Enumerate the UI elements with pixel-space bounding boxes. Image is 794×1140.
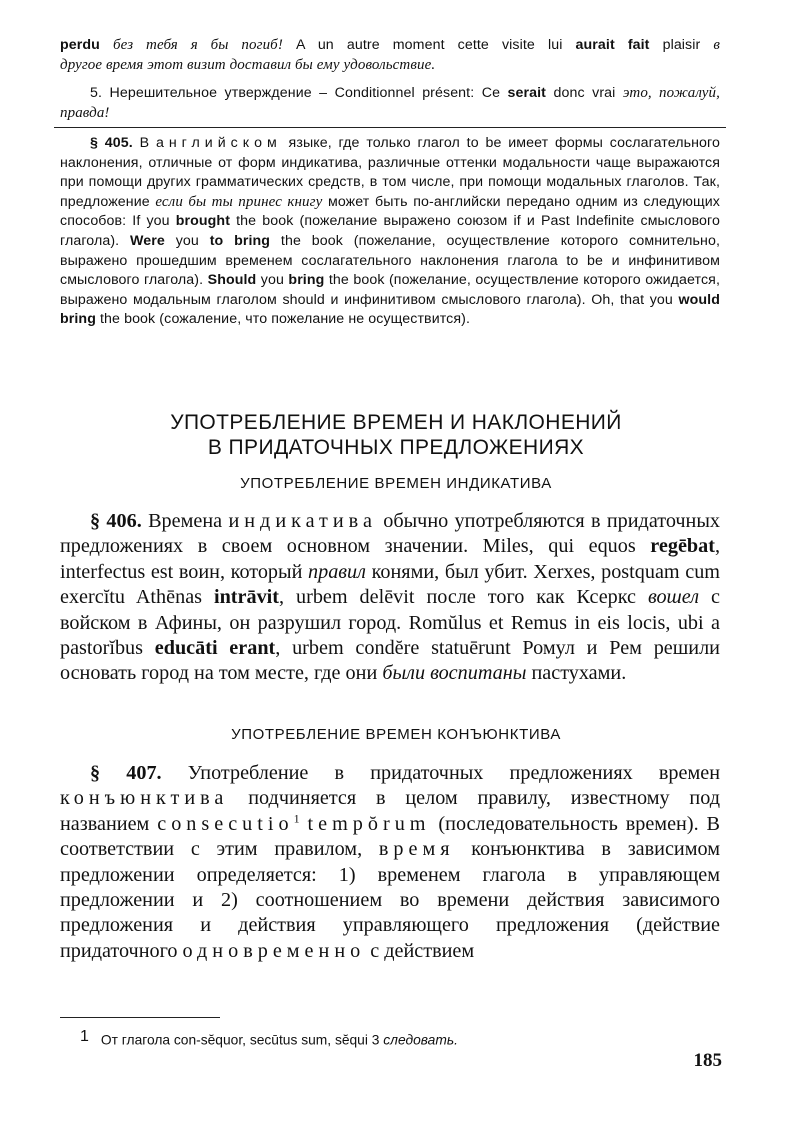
footnote <box>80 1026 692 1050</box>
footnote-ref: 1 <box>293 811 300 826</box>
text-run: Времена <box>141 510 229 532</box>
text-run <box>300 813 308 835</box>
italic-run: правил <box>308 560 366 583</box>
paragraph-top-continuation <box>60 36 720 75</box>
italic-run: другое время этот визит доставил бы ему удовольствие. <box>60 56 436 73</box>
italic-run: если бы ты принес книгу <box>155 193 323 210</box>
bold-run: educāti erant <box>154 637 276 660</box>
section-heading-main-line-2: В ПРИДАТОЧНЫХ ПРЕДЛОЖЕНИЯХ <box>207 436 585 459</box>
text-run: donc vrai <box>546 85 623 101</box>
text-run: с действием <box>365 939 475 962</box>
text-run: с войском в Афины, он разрушил город. Romŭlus et Remus in eis locis, ubi a pastorĭbus <box>60 586 720 660</box>
bold-run: § 405. <box>90 135 133 151</box>
text-run: подчиняется в целом правилу, известному под названием <box>60 787 720 835</box>
text-run: you <box>256 272 289 289</box>
spaced-run: английском <box>155 135 282 151</box>
bold-run: Were <box>130 232 165 249</box>
text-run: От глагола con-sĕquor, secūtus sum, sĕqui 3 <box>100 1032 384 1048</box>
bold-run: regēbat <box>650 535 715 558</box>
section-heading-main <box>60 410 732 460</box>
bold-run: brought <box>175 213 231 230</box>
spaced-run: индикатива <box>228 510 377 532</box>
footnote-rule <box>60 1017 220 1018</box>
text-run: the book (сожаление, что пожелание не осуществится). <box>95 311 471 328</box>
italic-run: были воспитаны <box>382 662 527 685</box>
section-heading-main-line-1: УПОТРЕБЛЕНИЕ ВРЕМЕН И НАКЛОНЕНИЙ <box>170 411 622 434</box>
text-run: может быть по-английски передано одним из следующих способов: If you <box>60 193 720 230</box>
text-run: конями, был убит. Xerxes, postquam cum exercĭtu Athēnas <box>60 560 720 609</box>
footnote-mark: 1 <box>80 1028 89 1045</box>
paragraph-405 <box>60 134 720 330</box>
spaced-run: конъюнктива <box>60 787 229 810</box>
page-number: 185 <box>693 1050 722 1071</box>
text-run: A un autre moment cette visite lui <box>282 37 576 53</box>
subheading-conjunctive: УПОТРЕБЛЕНИЕ ВРЕМЕН КОНЪЮНКТИВА <box>231 726 561 743</box>
text-run: 5. Нерешительное утверждение – Conditionnel présent: Ce <box>90 85 508 101</box>
paragraph-406 <box>60 509 720 687</box>
text-run: пастухами. <box>526 662 627 685</box>
italic-run: в <box>713 37 721 53</box>
bold-run: bring <box>288 272 325 289</box>
bold-run: Should <box>207 272 257 289</box>
subheading-indicative: УПОТРЕБЛЕНИЕ ВРЕМЕН ИНДИКАТИВА <box>240 475 552 492</box>
text-run: , interfectus est воин, который <box>60 535 720 583</box>
bold-run: serait <box>507 85 547 101</box>
text-run: the book (пожелание выражено союзом if и Past Indefinite смыслового глагола). <box>60 213 720 249</box>
spaced-run: tempŏrum <box>307 812 431 835</box>
text-run: you <box>164 232 210 249</box>
text-run: the book (пожелание, осуществление которого ожидается, выражено модальным глаголом should и инфинитивом смыслового глагола). Oh, that you <box>60 272 720 308</box>
text-run: конъюнктива в зависимом предложении определяется: 1) временем глагола в управляющем предложении и 2) соотношением во времени действия зависимого предложения и действия управляющего предложения (действие придаточного <box>60 838 720 962</box>
italic-run: без тебя я бы погиб! <box>112 37 283 53</box>
bold-run: § 406. <box>90 510 142 532</box>
bold-run: to bring <box>209 232 271 249</box>
text-run: языке, где только глагол to be имеет формы сослагательного наклонения, отличные от форм индикатива, различные оттенки модальности чаще выражаются при помощи других грамматических средств, в том числе, при помощи модальных глаголов. Так, предложение <box>60 135 720 210</box>
bold-run: § 407. <box>90 762 162 784</box>
text-run: В <box>132 135 156 151</box>
bold-run: perdu <box>60 37 113 53</box>
italic-run: следовать. <box>383 1032 458 1048</box>
text-run: the book (пожелание, осуществление которого сомнительно, выражено прошедшим временем сослагательного наклонения глагола to be и инфинитивом смыслового глагола). <box>60 232 720 289</box>
italic-run: вошел <box>647 586 700 609</box>
paragraph-top-line-1 <box>60 36 720 56</box>
paragraph-407 <box>60 761 720 964</box>
spaced-run: одновременно <box>182 939 366 962</box>
section-divider-rule <box>54 127 726 128</box>
text-run: Употребление в придаточных предложениях времен <box>161 762 721 784</box>
paragraph-item-5 <box>60 84 720 123</box>
bold-run: would bring <box>60 291 720 328</box>
text-run: plaisir <box>649 37 714 53</box>
paragraph-top-line-2 <box>60 56 720 76</box>
bold-run: intrāvit <box>213 586 280 609</box>
spaced-run: consecutio <box>157 812 294 835</box>
bold-run: aurait fait <box>575 37 650 53</box>
text-run: обычно употребляются в придаточных предложениях в своем основном значении. Miles, qui equos <box>60 510 720 558</box>
spaced-run: время <box>378 838 455 861</box>
footnote-text <box>101 1033 458 1048</box>
text-run: (последовательность времен). В соответствии с этим правилом, <box>60 812 721 861</box>
italic-run: это, пожалуй, правда! <box>60 85 720 121</box>
text-run: , urbem delēvit после того как Ксеркс <box>279 586 648 609</box>
text-run: , urbem condĕre statuērunt Ромул и Рем решили основать город на том месте, где они <box>60 637 720 685</box>
